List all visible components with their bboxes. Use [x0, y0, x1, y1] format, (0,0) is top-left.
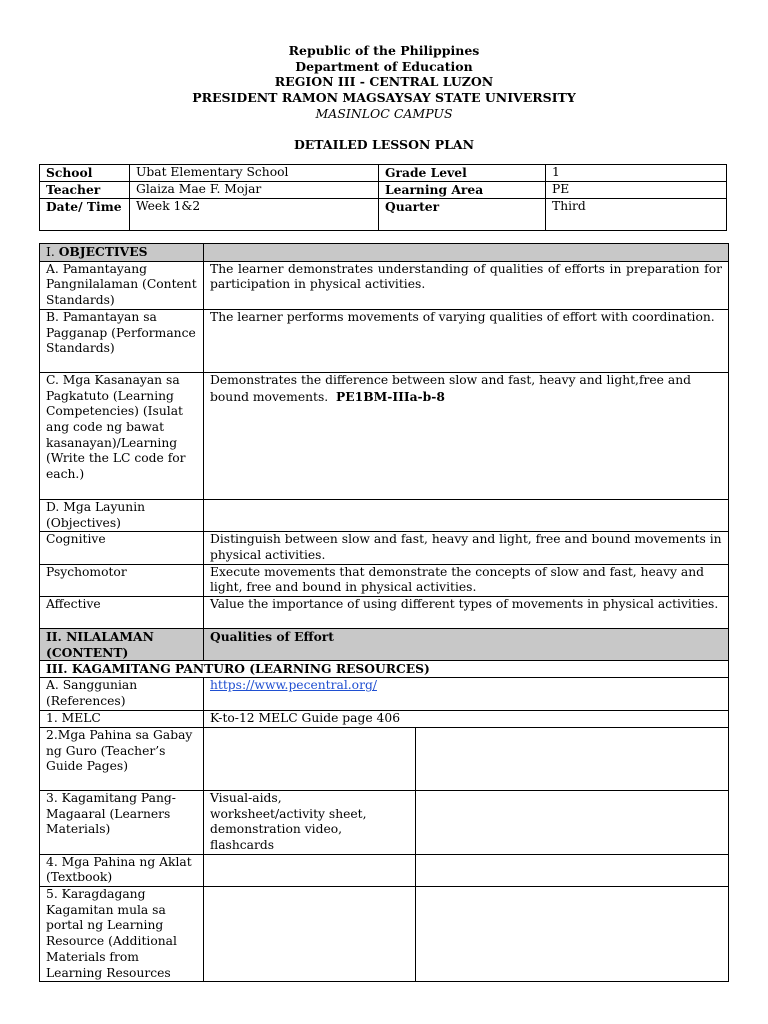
- melc-text: K-to-12 MELC Guide page 406: [204, 710, 729, 727]
- learning-competencies-text: Demonstrates the difference between slow and fast, heavy and light,free and bound movements.: [210, 372, 691, 404]
- learners-materials-cell: [204, 790, 416, 854]
- grade-level-value: 1: [546, 165, 727, 182]
- info-table: [39, 164, 727, 231]
- textbook-cell-2: [416, 854, 729, 886]
- references-link[interactable]: https://www.pecentral.org/: [210, 678, 377, 693]
- teachers-guide-cell-2: [416, 727, 729, 790]
- cognitive-text: Distinguish between slow and fast, heavy and light, free and bound movements in physical activities.: [204, 532, 729, 564]
- additional-materials-cell-2: [416, 887, 729, 982]
- cognitive-label: Cognitive: [40, 532, 204, 564]
- psychomotor-label: Psychomotor: [40, 564, 204, 596]
- lc-code: PE1BM-IIIa-b-8: [336, 388, 445, 404]
- material-visual-aids: Visual-aids,: [210, 790, 282, 805]
- grade-level-label: Grade Level: [379, 165, 546, 182]
- document-header: [0, 43, 768, 122]
- school-label: School: [40, 165, 130, 182]
- textbook-label: 4. Mga Pahina ng Aklat (Textbook): [40, 854, 204, 886]
- content-standards-text: The learner demonstrates understanding of qualities of efforts in preparation for participation in physical activities.: [204, 261, 729, 309]
- material-flashcards: flashcards: [210, 837, 275, 852]
- document-title: DETAILED LESSON PLAN: [293, 137, 475, 152]
- material-worksheet: worksheet/activity sheet,: [210, 806, 367, 821]
- references-label: A. Sanggunian (References): [40, 678, 204, 710]
- content-text: Qualities of Effort: [204, 629, 729, 661]
- affective-label: Affective: [40, 597, 204, 629]
- learning-competencies-cell: [204, 372, 729, 499]
- psychomotor-text: Execute movements that demonstrate the concepts of slow and fast, heavy and light, free and bound in physical activities.: [204, 564, 729, 596]
- melc-label: 1. MELC: [40, 710, 204, 727]
- header-university: PRESIDENT RAMON MAGSAYSAY STATE UNIVERSITY: [192, 90, 576, 106]
- quarter-label: Quarter: [379, 199, 546, 231]
- learning-area-value: PE: [546, 182, 727, 199]
- objectives-title: OBJECTIVES: [58, 244, 148, 259]
- objectives-label: D. Mga Layunin (Objectives): [40, 499, 204, 531]
- learning-resources-header: III. KAGAMITANG PANTURO (LEARNING RESOURCES): [40, 661, 729, 678]
- objectives-header-blank: [204, 244, 729, 262]
- performance-standards-text: The learner performs movements of varying qualities of effort with coordination.: [204, 309, 729, 372]
- teachers-guide-cell-1: [204, 727, 416, 790]
- teacher-value: Glaiza Mae F. Mojar: [130, 182, 379, 199]
- teachers-guide-label: 2.Mga Pahina sa Gabay ng Guro (Teacher’s Guide Pages): [40, 727, 204, 790]
- objectives-numeral: I.: [46, 245, 59, 259]
- header-region: REGION III - CENTRAL LUZON: [274, 74, 494, 90]
- references-cell: [204, 678, 729, 710]
- content-label: II. NILALAMAN (CONTENT): [40, 629, 204, 661]
- learners-materials-label: 3. Kagamitang Pang-Magaaral (Learners Materials): [40, 790, 204, 854]
- lesson-plan-table: [39, 243, 729, 982]
- performance-standards-label: B. Pamantayan sa Pagganap (Performance Standards): [40, 309, 204, 372]
- material-video: demonstration video,: [210, 822, 343, 837]
- content-standards-label: A. Pamantayang Pangnilalaman (Content Standards): [40, 261, 204, 309]
- affective-text: Value the importance of using different types of movements in physical activities.: [204, 597, 729, 629]
- header-republic: Republic of the Philippines: [288, 43, 480, 58]
- teacher-label: Teacher: [40, 182, 130, 199]
- learners-materials-cell-2: [416, 790, 729, 854]
- textbook-cell-1: [204, 854, 416, 886]
- school-value: Ubat Elementary School: [130, 165, 379, 182]
- date-time-label: Date/ Time: [40, 199, 130, 231]
- header-department: Department of Education: [295, 58, 473, 74]
- date-time-value: Week 1&2: [130, 199, 379, 231]
- additional-materials-label: 5. Karagdagang Kagamitan mula sa portal ng Learning Resource (Additional Materials from Learning Resources: [40, 887, 204, 982]
- objectives-blank: [204, 499, 729, 531]
- additional-materials-cell-1: [204, 887, 416, 982]
- learning-competencies-label: C. Mga Kasanayan sa Pagkatuto (Learning Competencies) (Isulat ang code ng bawat kasanayan)/Learning (Write the LC code for each.): [40, 372, 204, 499]
- objectives-header: [40, 244, 204, 262]
- quarter-value: Third: [546, 199, 727, 231]
- header-campus: MASINLOC CAMPUS: [315, 105, 453, 121]
- learning-area-label: Learning Area: [379, 182, 546, 199]
